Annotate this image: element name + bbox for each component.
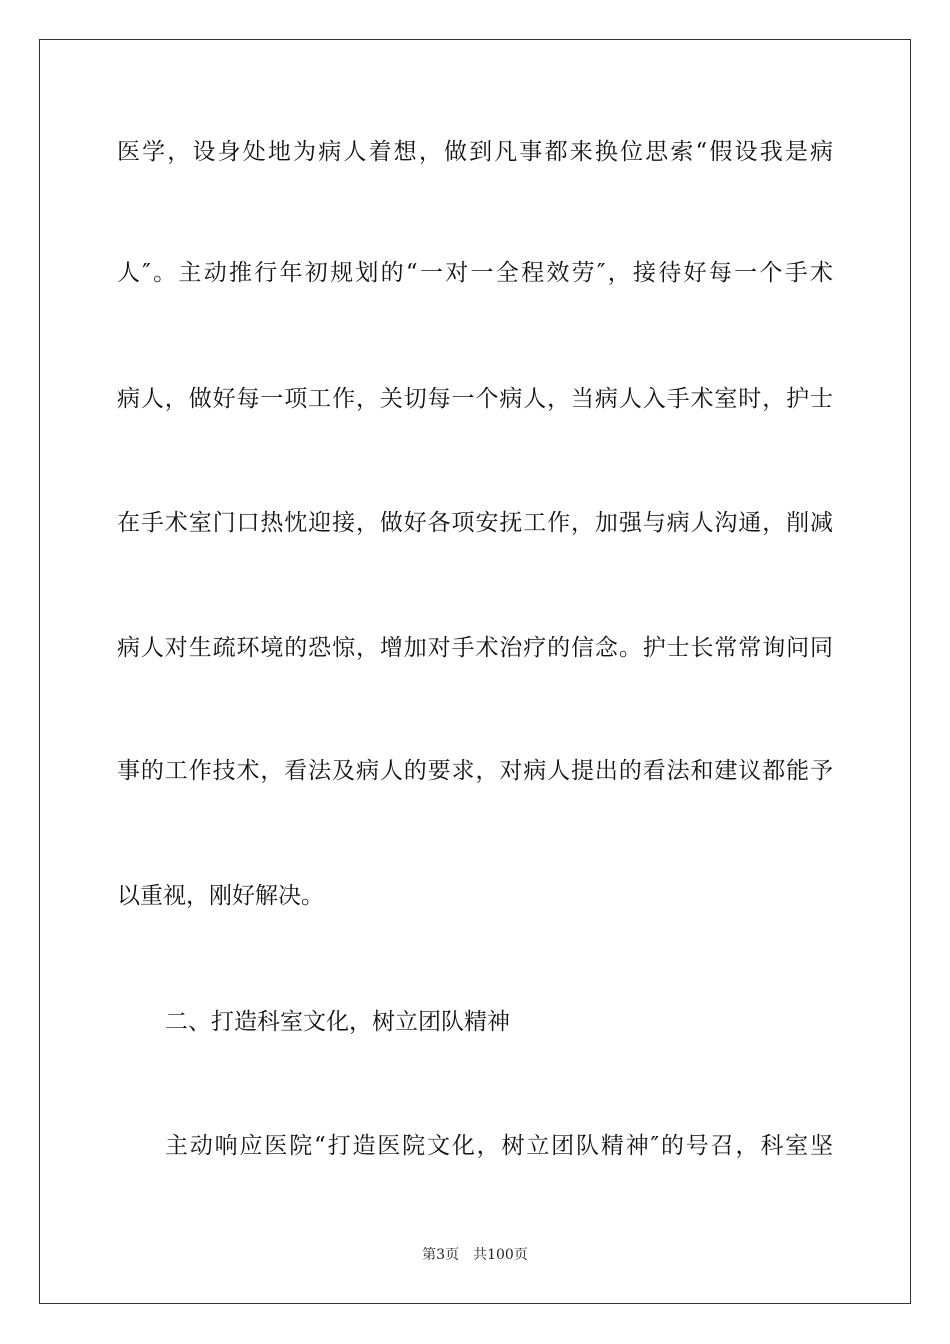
- total-pages: 共100页: [473, 1247, 528, 1263]
- page-number: 第3页: [422, 1247, 460, 1263]
- body-text-line-2: 人″。主动推行年初规划的“一对一全程效劳″，接待好每一个手术: [117, 260, 833, 286]
- page-border: [39, 39, 911, 1304]
- paragraph-start-line: 主动响应医院“打造医院文化，树立团队精神″的号召，科室坚: [165, 1133, 833, 1159]
- section-heading: 二、打造科室文化，树立团队精神: [165, 1009, 510, 1035]
- body-text-line-3: 病人，做好每一项工作，关切每一个病人，当病人入手术室时，护士: [117, 386, 833, 412]
- body-text-line-1: 医学，设身处地为病人着想，做到凡事都来换位思索“假设我是病: [117, 139, 833, 165]
- body-text-line-4: 在手术室门口热忱迎接，做好各项安抚工作，加强与病人沟通，削减: [117, 510, 833, 536]
- body-text-line-7: 以重视，刚好解决。: [117, 883, 324, 909]
- body-text-line-5: 病人对生疏环境的恐惊，增加对手术治疗的信念。护士长常常询问同: [117, 635, 833, 661]
- page-footer: [0, 1246, 950, 1264]
- body-text-line-6: 事的工作技术，看法及病人的要求，对病人提出的看法和建议都能予: [117, 758, 833, 784]
